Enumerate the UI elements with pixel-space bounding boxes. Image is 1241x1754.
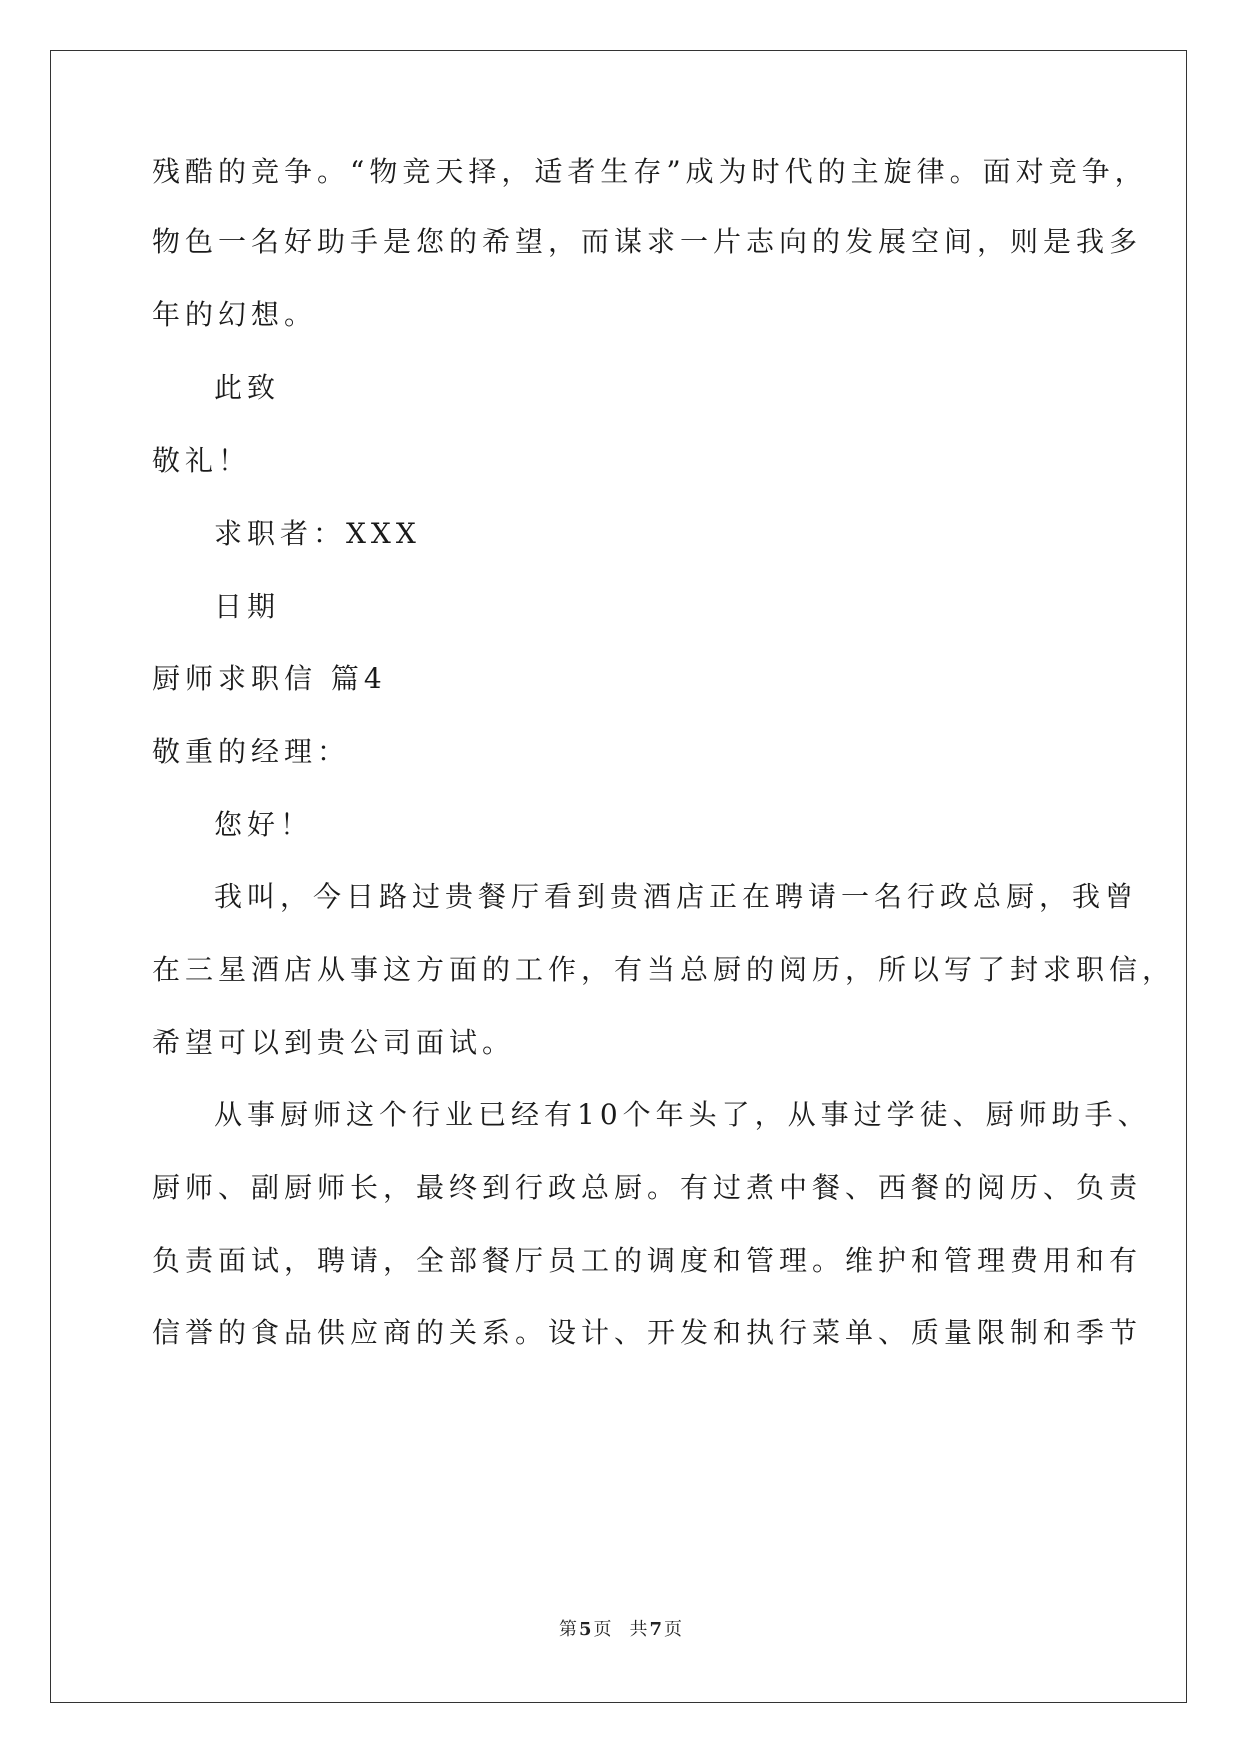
text-line: 在三星酒店从事这方面的工作，有当总厨的阅历，所以写了封求职信， bbox=[152, 953, 1176, 986]
footer-prefix: 第 bbox=[558, 1619, 577, 1640]
signature-line: 求职者：XXX bbox=[214, 517, 421, 550]
text-line: 信誉的食品供应商的关系。设计、开发和执行菜单、质量限制和季节 bbox=[152, 1316, 1143, 1349]
footer-mid: 页 共 bbox=[593, 1619, 648, 1640]
text-line: 负责面试，聘请，全部餐厅员工的调度和管理。维护和管理费用和有 bbox=[152, 1244, 1143, 1277]
closing-salutation: 此致 bbox=[214, 371, 281, 404]
page-number: 5 bbox=[578, 1619, 592, 1640]
text-line: 从事厨师这个行业已经有10个年头了，从事过学徒、厨师助手、 bbox=[214, 1098, 1151, 1131]
text-line: 残酷的竞争。“物竞天择，适者生存”成为时代的主旋律。面对竞争， bbox=[152, 155, 1148, 188]
text-line: 物色一名好助手是您的希望，而谋求一片志向的发展空间，则是我多 bbox=[152, 225, 1143, 258]
text-line: 希望可以到贵公司面试。 bbox=[152, 1026, 516, 1059]
greeting-line: 敬重的经理： bbox=[152, 735, 351, 768]
text-line: 您好！ bbox=[214, 808, 314, 841]
date-line: 日期 bbox=[214, 590, 281, 623]
closing-regards: 敬礼！ bbox=[152, 444, 252, 477]
text-line: 年的幻想。 bbox=[152, 298, 318, 331]
footer-suffix: 页 bbox=[664, 1619, 683, 1640]
text-line: 厨师、副厨师长，最终到行政总厨。有过煮中餐、西餐的阅历、负责 bbox=[152, 1171, 1143, 1204]
section-heading: 厨师求职信 篇4 bbox=[152, 662, 387, 695]
text-line: 我叫，今日路过贵餐厅看到贵酒店正在聘请一名行政总厨，我曾 bbox=[214, 880, 1139, 913]
page-footer bbox=[0, 1618, 1241, 1642]
total-pages: 7 bbox=[649, 1619, 663, 1640]
